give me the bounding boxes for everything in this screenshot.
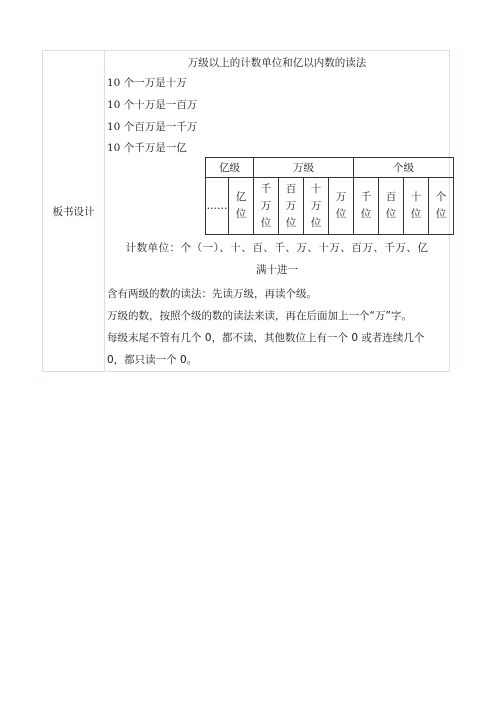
group-header-wan: 万级 — [254, 158, 354, 178]
relation-line: 10 个十万是一百万 — [107, 99, 198, 111]
relation-line: 10 个一万是十万 — [107, 77, 187, 89]
group-header-yi: 亿级 — [206, 158, 254, 178]
place-value-table — [205, 157, 454, 235]
place-ellipsis: …… — [206, 178, 229, 235]
place-cell: 个位 — [429, 178, 454, 235]
board-design-label: 板书设计 — [43, 51, 105, 371]
place-cell: 百万位 — [279, 178, 304, 235]
place-cell: 亿位 — [229, 178, 254, 235]
place-cell: 百位 — [379, 178, 404, 235]
reading-rule-1: 含有两级的数的读法：先读万级，再读个级。 — [107, 288, 317, 300]
counting-units-line: 计数单位：个（一）、十、百、千、万、十万、百万、千万、亿 — [125, 242, 429, 254]
place-cell: 十万位 — [304, 178, 329, 235]
carry-rule: 满十进一 — [256, 264, 298, 276]
place-cell: 千万位 — [254, 178, 279, 235]
relation-line: 10 个千万是一亿 — [107, 142, 187, 154]
place-cell: 万位 — [329, 178, 354, 235]
relation-line: 10 个百万是一千万 — [107, 121, 198, 133]
board-design-table — [42, 50, 450, 372]
board-content — [105, 51, 449, 371]
place-cell: 千位 — [354, 178, 379, 235]
place-cell: 十位 — [404, 178, 429, 235]
reading-rule-2: 万级的数，按照个级的数的读法来读，再在后面加上一个“万”字。 — [107, 310, 412, 322]
group-header-ge: 个级 — [354, 158, 454, 178]
reading-rule-3: 每级末尾不管有几个 0，都不读，其他数位上有一个 0 或者连续几个 0，都只读一个 0。 — [107, 332, 425, 366]
board-title: 万级以上的计数单位和亿以内数的读法 — [187, 57, 367, 69]
